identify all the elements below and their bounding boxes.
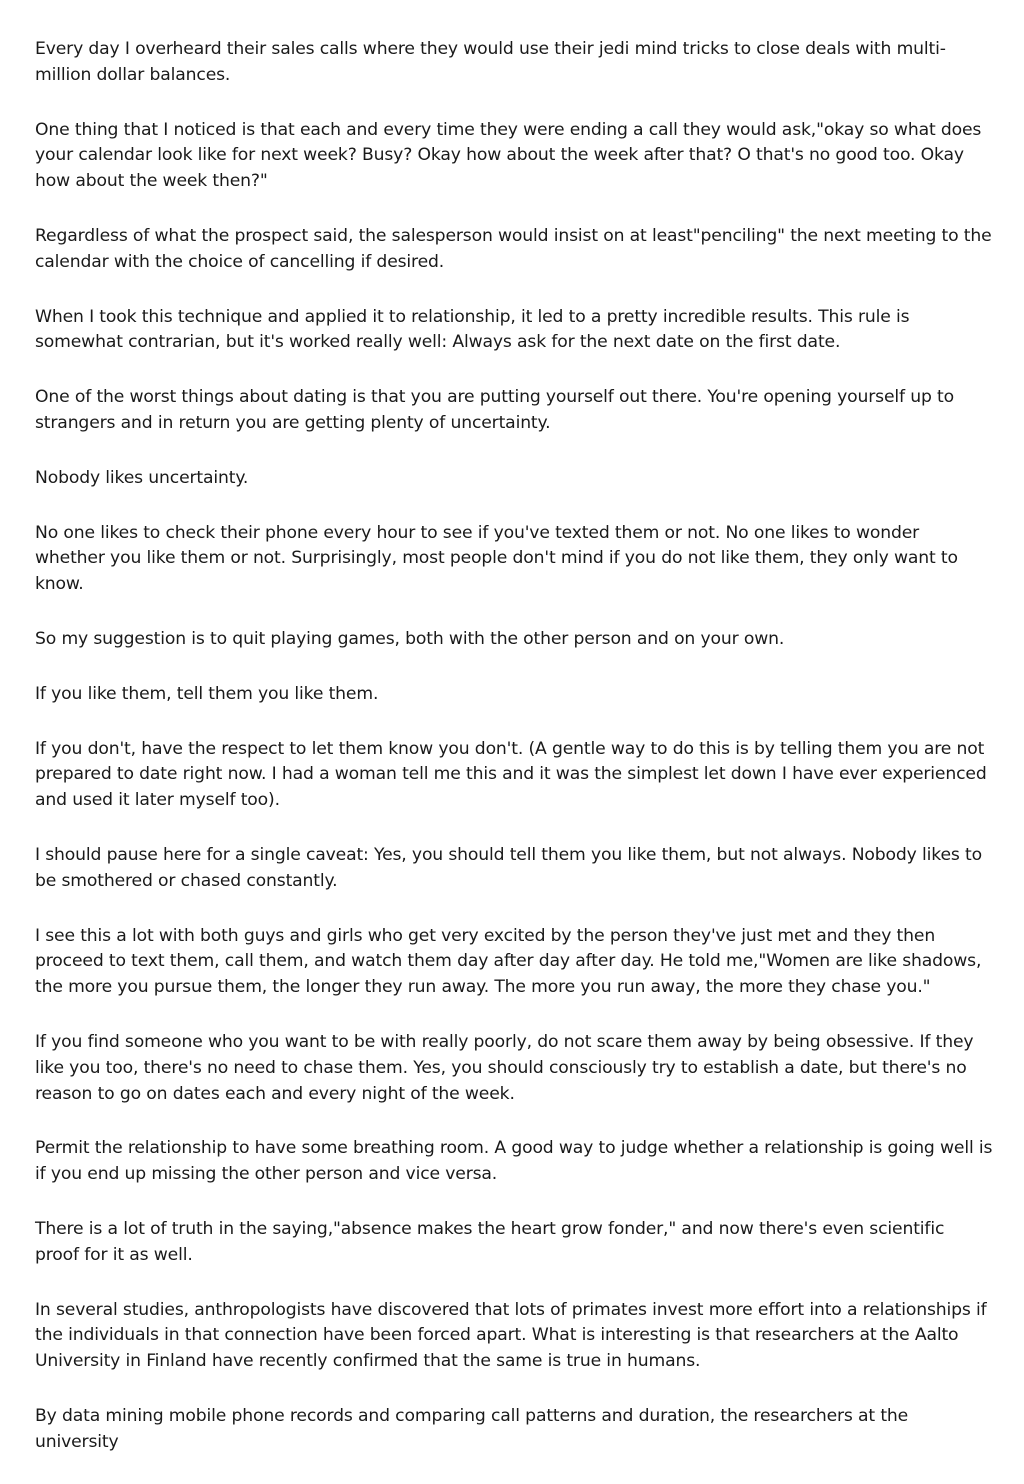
document-body [35, 37, 993, 1484]
paragraph-4: When I took this technique and applied it to relationship, it led to a pretty incredible results. This rule is somewhat contrarian, but it's worked really well: Always ask for the next date on the first date. [35, 306, 910, 353]
paragraph-14: Permit the relationship to have some breathing room. A good way to judge whether a relationship is going well is if you end up missing the other person and vice versa. [35, 1138, 993, 1185]
paragraph-3: Regardless of what the prospect said, the salesperson would insist on at least"penciling" the next meeting to the calendar with the choice of cancelling if desired. [35, 225, 992, 272]
paragraph-6: Nobody likes uncertainty. [35, 467, 249, 488]
paragraph-1: Every day I overheard their sales calls where they would use their jedi mind tricks to close deals with multi-million dollar balances. [35, 39, 946, 85]
paragraph-7: No one likes to check their phone every hour to see if you've texted them or not. No one likes to wonder whether you like them or not. Surprisingly, most people don't mind if you do not like them, they only want to know. [35, 522, 958, 595]
paragraph-13: If you find someone who you want to be with really poorly, do not scare them away by being obsessive. If they like you too, there's no need to chase them. Yes, you should consciously try to establish a date, but there's no reason to go on dates each and every night of the week. [35, 1031, 974, 1104]
paragraph-5: One of the worst things about dating is that you are putting yourself out there. You're opening yourself up to strangers and in return you are getting plenty of uncertainty. [35, 387, 955, 433]
paragraph-8: So my suggestion is to quit playing games, both with the other person and on your own. [35, 628, 785, 649]
paragraph-9: If you like them, tell them you like them. [35, 683, 379, 704]
paragraph-16: In several studies, anthropologists have discovered that lots of primates invest more effort into a relationships if the individuals in that connection have been forced apart. What is interesting is that researchers at the Aalto University in Finland have recently confirmed that the same is true in humans. [35, 1299, 987, 1372]
paragraph-17: By data mining mobile phone records and comparing call patterns and duration, the researchers at the university [35, 1405, 909, 1452]
paragraph-12: I see this a lot with both guys and girls who get very excited by the person they've just met and they then proceed to text them, call them, and watch them day after day after day. He told me,"Women are like shadows, the more you pursue them, the longer they run away. The more you run away, the more they chase you." [35, 925, 982, 998]
paragraph-15: There is a lot of truth in the saying,"absence makes the heart grow fonder," and now there's even scientific proof for it as well. [35, 1218, 945, 1265]
paragraph-10: If you don't, have the respect to let them know you don't. (A gentle way to do this is by telling them you are not prepared to date right now. I had a woman tell me this and it was the simplest let down I have ever experienced and used it later myself too). [35, 738, 987, 811]
paragraph-11: I should pause here for a single caveat: Yes, you should tell them you like them, but not always. Nobody likes to be smothered or chased constantly. [35, 844, 982, 891]
paragraph-2: One thing that I noticed is that each and every time they were ending a call they would ask,"okay so what does your calendar look like for next week? Busy? Okay how about the week after that? O that's no good too. Okay how about the week then?" [35, 119, 982, 192]
